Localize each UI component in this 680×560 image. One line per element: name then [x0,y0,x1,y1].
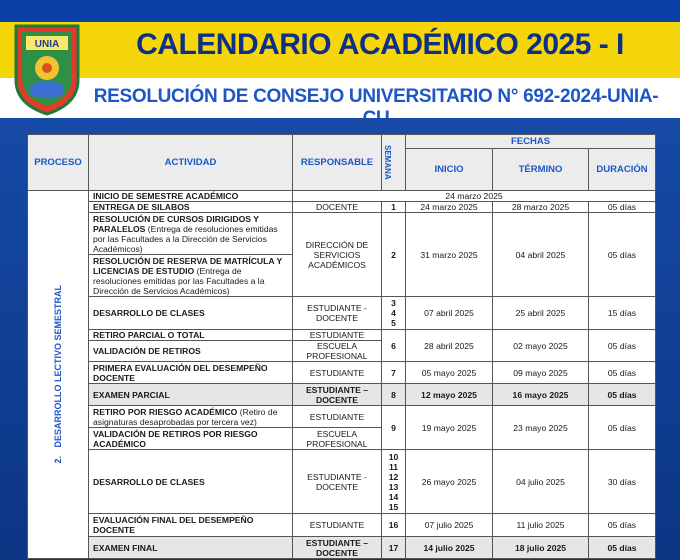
header-duracion: DURACIÓN [589,149,656,191]
start-date-cell: 07 abril 2025 [406,297,493,330]
start-date-cell: 05 mayo 2025 [406,362,493,384]
week-cell: 17 [382,537,406,559]
duration-cell: 05 días [589,202,656,213]
responsible-cell: ESTUDIANTE [293,406,382,428]
week-cell: 7 [382,362,406,384]
activity-cell: VALIDACIÓN DE RETIROS POR RIESGO ACADÉMICO [89,428,293,450]
duration-cell: 05 días [589,330,656,362]
table-row [28,450,656,514]
activity-cell: DESARROLLO DE CLASES [89,297,293,330]
duration-cell: 05 días [589,537,656,559]
resolution-subtitle: RESOLUCIÓN DE CONSEJO UNIVERSITARIO N° 692-2024-UNIA- [93,86,659,107]
header-actividad: ACTIVIDAD [89,135,293,191]
start-date-cell: 12 mayo 2025 [406,384,493,406]
week-cell: 16 [382,514,406,537]
responsible-cell: DOCENTE [293,202,382,213]
table-row [28,514,656,537]
activity-cell: EVALUACIÓN FINAL DEL DESEMPEÑO DOCENTE [89,514,293,537]
activity-cell: ENTREGA DE SILABOS [89,202,293,213]
end-date-cell: 02 mayo 2025 [493,330,589,362]
merged-date-cell: 24 marzo 2025 [293,191,656,202]
duration-cell: 05 días [589,213,656,297]
start-date-cell: 19 mayo 2025 [406,406,493,450]
week-cell: 2 [382,213,406,297]
end-date-cell: 11 julio 2025 [493,514,589,537]
activity-cell: EXAMEN FINAL [89,537,293,559]
start-date-cell: 14 julio 2025 [406,537,493,559]
activity-cell: VALIDACIÓN DE RETIROS [89,341,293,362]
week-cell: 1 [382,202,406,213]
responsible-cell: ESTUDIANTE [293,362,382,384]
duration-cell: 05 días [589,514,656,537]
university-shield-logo [12,20,82,116]
activity-cell: EXAMEN PARCIAL [89,384,293,406]
activity-cell: RETIRO PARCIAL O TOTAL [89,330,293,341]
table-row [28,202,656,213]
table-row [28,362,656,384]
duration-cell: 05 días [589,384,656,406]
activity-cell: RESOLUCIÓN DE CURSOS DIRIGIDOS Y PARALELOS (Entrega de resoluciones emitidas por las Facultades a la Dirección de Servicios Académicos) [89,213,293,255]
table-row [28,330,656,341]
start-date-cell: 28 abril 2025 [406,330,493,362]
activity-cell: RESOLUCIÓN DE RESERVA DE MATRÍCULA Y LICENCIAS DE ESTUDIO (Entrega de resoluciones emitidas por las Facultades a la Dirección de Servicios Académicos) [89,255,293,297]
table-row [28,213,656,255]
process-cell [28,191,89,559]
week-cell: 9 [382,406,406,450]
process-name: DESARROLLO LECTIVO SEMESTRAL [53,285,63,448]
week-cell: 3 4 5 [382,297,406,330]
responsible-cell: ESTUDIANTE - DOCENTE [293,297,382,330]
week-cell: 8 [382,384,406,406]
end-date-cell: 04 abril 2025 [493,213,589,297]
header-semana: SEMANA [382,135,406,191]
page-title: CALENDARIO ACADÉMICO 2025 - I [136,28,624,61]
start-date-cell: 24 marzo 2025 [406,202,493,213]
duration-cell: 05 días [589,406,656,450]
end-date-cell: 25 abril 2025 [493,297,589,330]
week-cell: 6 [382,330,406,362]
logo-text: UNIA [34,39,60,50]
responsible-cell: ESCUELA PROFESIONAL [293,341,382,362]
header-responsable: RESPONSABLE [293,135,382,191]
responsible-cell: DIRECCIÓN DE SERVICIOS ACADÉMICOS [293,213,382,297]
duration-cell: 15 días [589,297,656,330]
activity-cell: INICIO DE SEMESTRE ACADÉMICO [89,191,293,202]
activity-cell: RETIRO POR RIESGO ACADÉMICO (Retiro de asignaturas desaprobadas por tercera vez) [89,406,293,428]
table-row [28,191,656,202]
end-date-cell: 28 marzo 2025 [493,202,589,213]
responsible-cell: ESTUDIANTE [293,514,382,537]
end-date-cell: 16 mayo 2025 [493,384,589,406]
table-row [28,384,656,406]
header-inicio: INICIO [406,149,493,191]
end-date-cell: 18 julio 2025 [493,537,589,559]
responsible-cell: ESTUDIANTE [293,330,382,341]
academic-calendar-table [27,134,656,559]
header-proceso: PROCESO [28,135,89,191]
responsible-cell: ESTUDIANTE – DOCENTE [293,537,382,559]
header-termino: TÉRMINO [493,149,589,191]
header-fechas: FECHAS [406,135,656,149]
top-strip [0,0,680,22]
end-date-cell: 04 julio 2025 [493,450,589,514]
process-number: 2. [53,456,63,464]
activity-cell: DESARROLLO DE CLASES [89,450,293,514]
week-cell: 10 11 12 13 14 15 [382,450,406,514]
start-date-cell: 07 julio 2025 [406,514,493,537]
end-date-cell: 23 mayo 2025 [493,406,589,450]
start-date-cell: 26 mayo 2025 [406,450,493,514]
duration-cell: 05 días [589,362,656,384]
end-date-cell: 09 mayo 2025 [493,362,589,384]
table-row [28,406,656,428]
duration-cell: 30 días [589,450,656,514]
table-row [28,297,656,330]
header-row [28,135,656,149]
responsible-cell: ESTUDIANTE – DOCENTE [293,384,382,406]
activity-cell: PRIMERA EVALUACIÓN DEL DESEMPEÑO DOCENTE [89,362,293,384]
responsible-cell: ESTUDIANTE - DOCENTE [293,450,382,514]
start-date-cell: 31 marzo 2025 [406,213,493,297]
responsible-cell: ESCUELA PROFESIONAL [293,428,382,450]
table-row [28,537,656,559]
